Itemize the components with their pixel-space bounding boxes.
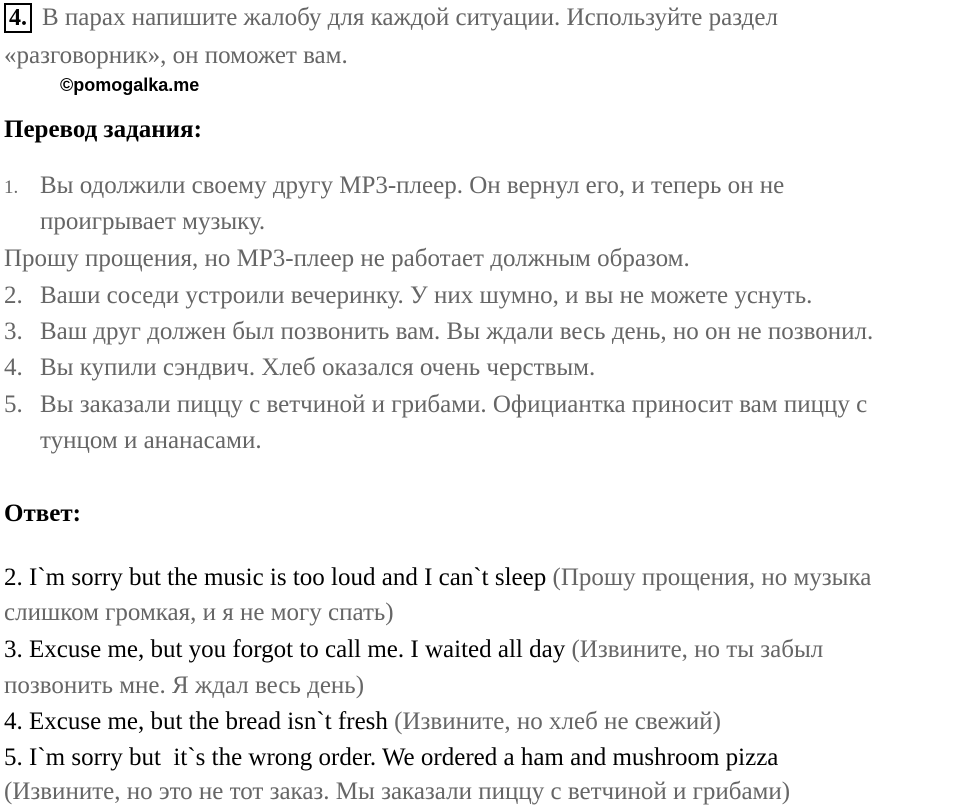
item-text: Вы одолжили своему другу MP3-плеер. Он вернул его, и теперь он не <box>40 172 785 199</box>
translation-item-5-cont: тунцом и ананасами. <box>40 427 262 454</box>
answer-russian: (Прошу прощения, но музыка <box>552 564 872 591</box>
answer-item-5-cont: (Извините, но это не тот заказ. Мы заказали пиццу с ветчиной и грибами) <box>4 778 791 805</box>
translation-item-5 <box>4 389 867 421</box>
translation-item-3 <box>4 316 873 348</box>
item-text: Ваши соседи устроили вечеринку. У них шумно, и вы не можете уснуть. <box>40 282 813 309</box>
item-number: 5. <box>4 391 23 418</box>
answer-heading: Ответ: <box>4 500 81 527</box>
answer-russian: (Извините, но ты забыл <box>571 636 824 663</box>
answer-english: 2. I`m sorry but the music is too loud and I can`t sleep <box>4 564 547 591</box>
item-number: 4. <box>4 354 23 381</box>
translation-item-2 <box>4 280 812 312</box>
answer-item-3-cont: позвонить мне. Я ждал весь день) <box>4 672 365 699</box>
answer-item-2-cont: слишком громкая, и я не могу спать) <box>4 599 394 626</box>
task-number: 4. <box>4 3 32 33</box>
item-number: 2. <box>4 282 23 309</box>
translation-item-1-cont: проигрывает музыку. <box>40 208 266 235</box>
answer-item-2 <box>4 562 871 594</box>
item-number: 3. <box>4 318 23 345</box>
translation-item-4 <box>4 352 595 384</box>
item-text: Ваш друг должен был позвонить вам. Вы ждали весь день, но он не позвонил. <box>40 318 874 345</box>
translation-item-1 <box>4 170 784 204</box>
watermark: ©pomogalka.me <box>60 75 200 95</box>
answer-item-3 <box>4 634 823 666</box>
answer-english: 3. Excuse me, but you forgot to call me. I waited all day <box>4 636 566 663</box>
item-text: Вы купили сэндвич. Хлеб оказался очень черствым. <box>40 354 596 381</box>
task-text-1: В парах напишите жалобу для каждой ситуации. Используйте раздел <box>42 4 778 31</box>
answer-item-4 <box>4 706 721 738</box>
translation-heading: Перевод задания: <box>4 116 202 143</box>
answer-russian: (Извините, но хлеб не свежий) <box>394 708 721 735</box>
item-text: Вы заказали пиццу с ветчиной и грибами. Официантка приносит вам пиццу с <box>40 391 868 418</box>
answer-item-5: 5. I`m sorry but it`s the wrong order. We ordered a ham and mushroom pizza <box>4 744 779 771</box>
translation-example: Прошу прощения, но MP3-плеер не работает должным образом. <box>4 245 690 272</box>
item-number: 1. <box>4 177 19 198</box>
answer-english: 4. Excuse me, but the bread isn`t fresh <box>4 708 388 735</box>
task-line-2: «разговорник», он поможет вам. <box>4 42 348 69</box>
task-line-1 <box>4 2 778 34</box>
